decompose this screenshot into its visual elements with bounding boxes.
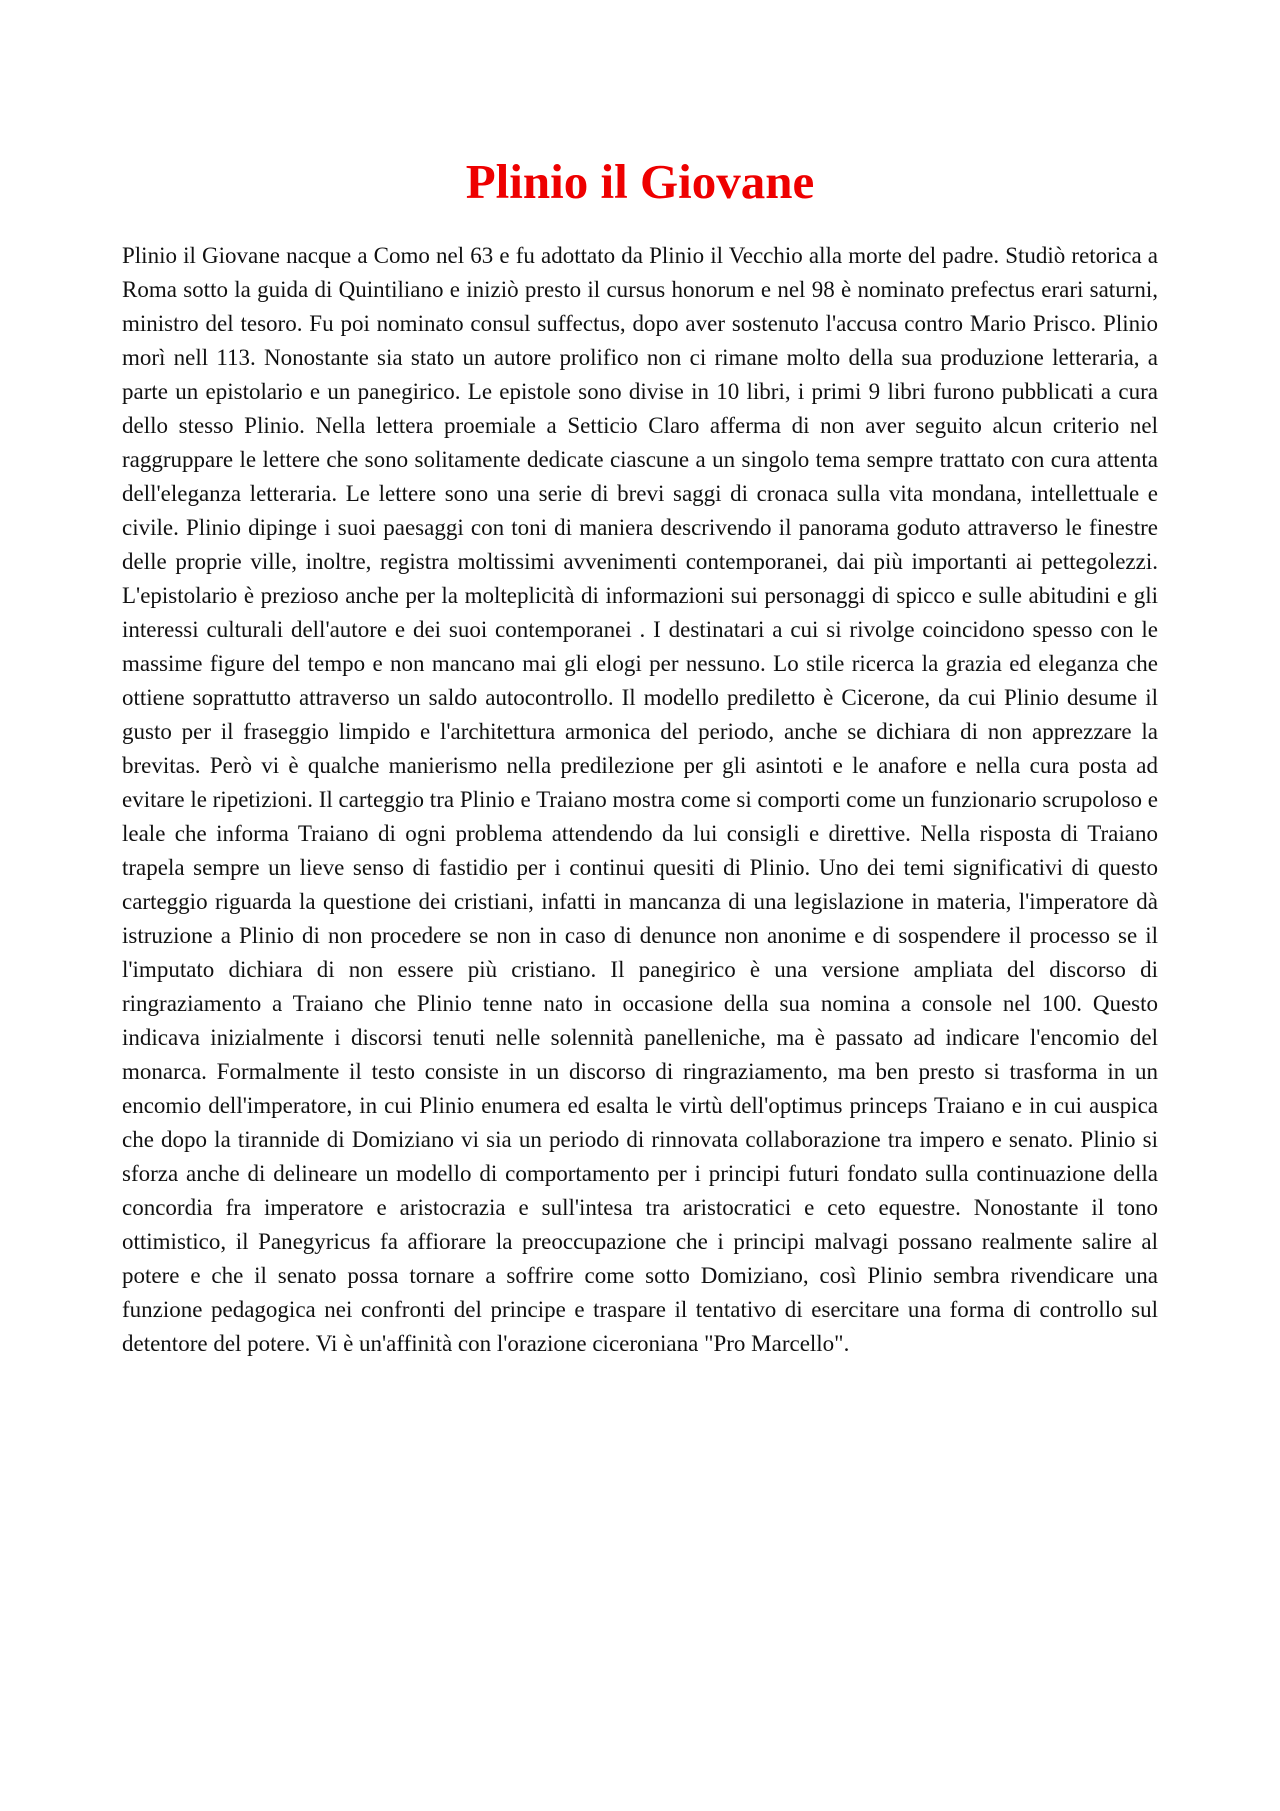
body-paragraph: Plinio il Giovane nacque a Como nel 63 e fu adottato da Plinio il Vecchio alla morte del padre. Studiò retorica a Roma sotto la guida di Quintiliano e iniziò presto il cursus honorum e nel 98 è nominato prefectus erari saturni, ministro del tesoro. Fu poi nominato consul suffectus, dopo aver sostenuto l'accusa contro Mario Prisco. Plinio morì nell 113. Nonostante sia stato un autore prolifico non ci rimane molto della sua produzione letteraria, a parte un epistolario e un panegirico. Le epistole sono divise in 10 libri, i primi 9 libri furono pubblicati a cura dello stesso Plinio. Nella lettera proemiale a Setticio Claro afferma di non aver seguito alcun criterio nel raggruppare le lettere che sono solitamente dedicate ciascune a un singolo tema sempre trattato con cura attenta dell'eleganza letteraria. Le lettere sono una serie di brevi saggi di cronaca sulla vita mondana, intellettuale e civile. Plinio dipinge i suoi paesaggi con toni di maniera descrivendo il panorama goduto attraverso le finestre delle proprie ville, inoltre, registra moltissimi avvenimenti contemporanei, dai più importanti ai pettegolezzi. L'epistolario è prezioso anche per la molteplicità di informazioni sui personaggi di spicco e sulle abitudini e gli interessi culturali dell'autore e dei suoi contemporanei . I destinatari a cui si rivolge coincidono spesso con le massime figure del tempo e non mancano mai gli elogi per nessuno. Lo stile ricerca la grazia ed eleganza che ottiene soprattutto attraverso un saldo autocontrollo. Il modello prediletto è Cicerone, da cui Plinio desume il gusto per il fraseggio limpido e l'architettura armonica del periodo, anche se dichiara di non apprezzare la brevitas. Però vi è qualche manierismo nella predilezione per gli asintoti e le anafore e nella cura posta ad evitare le ripetizioni. Il carteggio tra Plinio e Traiano mostra come si comporti come un funzionario scrupoloso e leale che informa Traiano di ogni problema attendendo da lui consigli e direttive. Nella risposta di Traiano trapela sempre un lieve senso di fastidio per i continui quesiti di Plinio. Uno dei temi significativi di questo carteggio riguarda la questione dei cristiani, infatti in mancanza di una legislazione in materia, l'imperatore dà istruzione a Plinio di non procedere se non in caso di denunce non anonime e di sospendere il processo se il l'imputato dichiara di non essere più cristiano. Il panegirico è una versione ampliata del discorso di ringraziamento a Traiano che Plinio tenne nato in occasione della sua nomina a console nel 100. Questo indicava inizialmente i discorsi tenuti nelle solennità panelleniche, ma è passato ad indicare l'encomio del monarca. Formalmente il testo consiste in un discorso di ringraziamento, ma ben presto si trasforma in un encomio dell'imperatore, in cui Plinio enumera ed esalta le virtù dell'optimus princeps Traiano e in cui auspica che dopo la tirannide di Domiziano vi sia un periodo di rinnovata collaborazione tra impero e senato. Plinio si sforza anche di delineare un modello di comportamento per i principi futuri fondato sulla continuazione della concordia fra imperatore e aristocrazia e sull'intesa tra aristocratici e ceto equestre. Nonostante il tono ottimistico, il Panegyricus fa affiorare la preoccupazione che i principi malvagi possano realmente salire al potere e che il senato possa tornare a soffrire come sotto Domiziano, così Plinio sembra rivendicare una funzione pedagogica nei confronti del principe e traspare il tentativo di esercitare una forma di controllo sul detentore del potere. Vi è un'affinità con l'orazione ciceroniana "Pro Marcello".: [122, 243, 1158, 1356]
document-title: Plinio il Giovane: [465, 154, 815, 209]
